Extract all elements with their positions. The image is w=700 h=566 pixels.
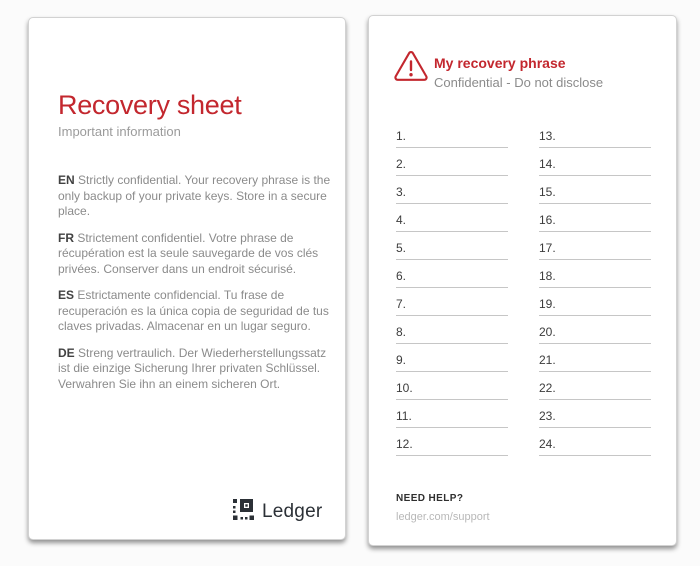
paragraph-es <box>58 288 332 335</box>
lang-code-en: EN <box>58 173 75 187</box>
phrase-row-number: 22. <box>539 381 556 395</box>
phrase-subtitle: Confidential - Do not disclose <box>434 75 604 90</box>
phrase-row <box>396 428 508 456</box>
phrase-row <box>396 400 508 428</box>
phrase-row-number: 21. <box>539 353 556 367</box>
phrase-row-number: 11. <box>396 409 412 423</box>
phrase-row-number: 13. <box>539 129 556 143</box>
phrase-row-number: 2. <box>396 157 407 171</box>
phrase-column-13-24 <box>539 120 651 456</box>
phrase-row <box>396 372 508 400</box>
phrase-row-number: 24. <box>539 437 556 451</box>
ledger-logo <box>233 499 322 525</box>
paragraph-fr <box>58 231 332 278</box>
paragraph-en-text: Strictly confidential. Your recovery phrase is the only backup of your private keys. Store in a secure place. <box>58 173 331 218</box>
phrase-row <box>396 204 508 232</box>
phrase-row-number: 4. <box>396 213 407 227</box>
phrase-row-number: 10. <box>396 381 413 395</box>
phrase-column-1-12 <box>396 120 508 456</box>
phrase-row <box>396 120 508 148</box>
paragraph-es-text: Estrictamente confidencial. Tu frase de recuperación es la única copia de seguridad de tus claves privadas. Almacenar en un lugar seguro. <box>58 288 329 333</box>
phrase-row <box>539 316 651 344</box>
phrase-row <box>539 148 651 176</box>
phrase-row-number: 14. <box>539 157 556 171</box>
recovery-sheet-page-phrase <box>368 15 677 546</box>
ledger-logo-text: Ledger <box>262 501 323 522</box>
phrase-row-number: 8. <box>396 325 407 339</box>
phrase-row <box>396 344 508 372</box>
phrase-row <box>539 176 651 204</box>
phrase-row <box>539 428 651 456</box>
phrase-row <box>396 260 508 288</box>
paragraph-fr-text: Strictement confidentiel. Votre phrase de récupération est la seule sauvegarde de vos clés privées. Conserver dans un endroit sécurisé. <box>58 230 319 276</box>
confidentiality-paragraphs <box>58 173 332 403</box>
support-url: ledger.com/support <box>396 511 490 523</box>
phrase-row <box>539 344 651 372</box>
phrase-row-number: 20. <box>539 325 556 339</box>
lang-code-es: ES <box>58 288 75 302</box>
phrase-row-number: 5. <box>396 241 407 255</box>
phrase-row <box>396 316 508 344</box>
phrase-row <box>396 148 508 176</box>
phrase-row <box>396 232 508 260</box>
phrase-row <box>396 176 508 204</box>
phrase-row-number: 6. <box>396 269 407 283</box>
phrase-row-number: 18. <box>539 269 556 283</box>
phrase-title: My recovery phrase <box>434 55 566 71</box>
phrase-row <box>539 260 651 288</box>
paragraph-de <box>58 346 332 393</box>
phrase-row-number: 3. <box>396 185 407 199</box>
lang-code-fr: FR <box>58 230 74 245</box>
paragraph-en <box>58 173 332 220</box>
phrase-row-number: 19. <box>539 297 556 311</box>
lang-code-de: DE <box>58 345 75 360</box>
phrase-row-number: 23. <box>539 409 556 423</box>
phrase-row-number: 17. <box>539 241 556 255</box>
page-title: Recovery sheet <box>58 90 242 120</box>
phrase-row <box>539 204 651 232</box>
warning-triangle-icon <box>393 50 429 83</box>
phrase-row-number: 9. <box>396 353 407 367</box>
phrase-row-number: 7. <box>396 297 407 311</box>
page-subtitle: Important information <box>58 124 181 139</box>
need-help-label: NEED HELP? <box>396 493 464 504</box>
phrase-row-number: 1. <box>396 129 407 143</box>
phrase-row <box>539 288 651 316</box>
phrase-row <box>539 400 651 428</box>
phrase-row-number: 12. <box>396 437 413 451</box>
ledger-logo-icon <box>233 499 254 525</box>
paragraph-de-text: Streng vertraulich. Der Wiederherstellungssatz ist die einzige Sicherung Ihrer privaten Schlüssel. Verwahren Sie ihn an einem sicheren Ort. <box>58 345 327 391</box>
phrase-row <box>539 232 651 260</box>
phrase-row <box>396 288 508 316</box>
phrase-row <box>539 372 651 400</box>
phrase-row-number: 16. <box>539 213 556 227</box>
recovery-sheet-page-info <box>28 17 346 540</box>
phrase-row-number: 15. <box>539 185 556 199</box>
phrase-row <box>539 120 651 148</box>
